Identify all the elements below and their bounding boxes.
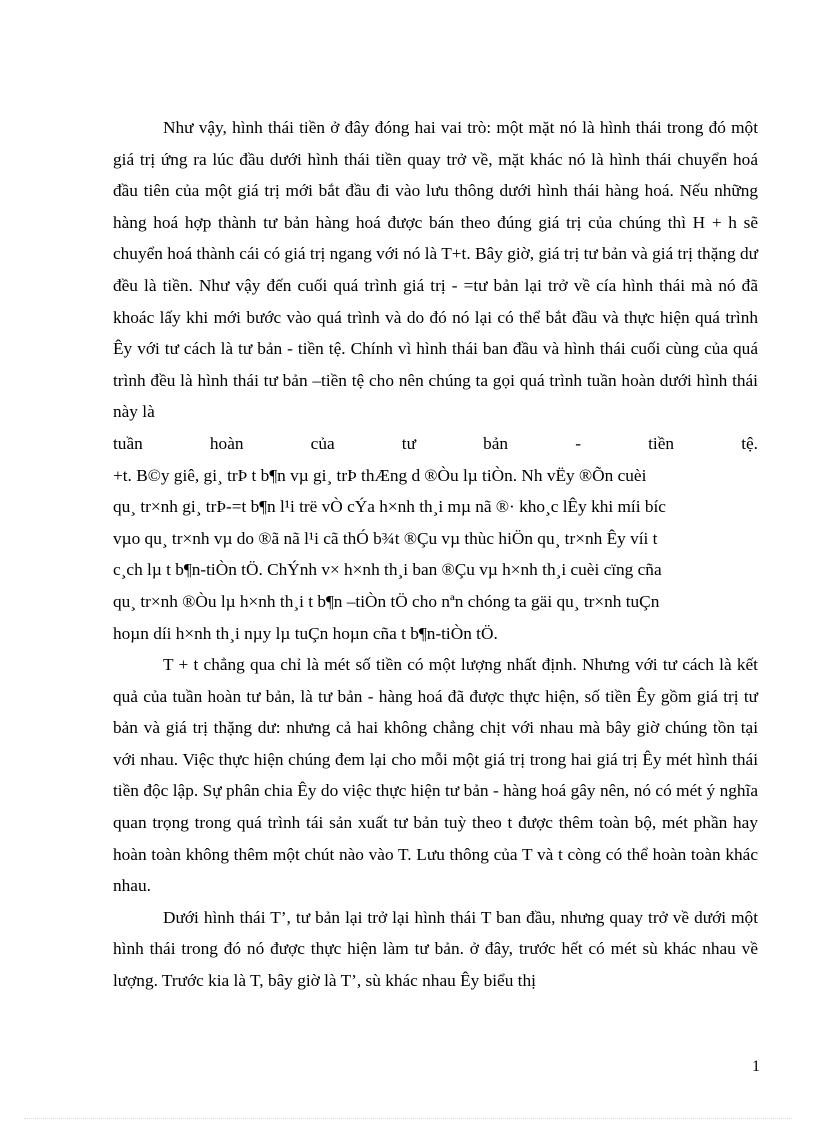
garbled-line-2: qu¸ tr×nh gi¸ trÞ-=t b¶n l¹i trë vÒ cÝa h×nh th¸i mµ nã ®· kho¸c lÊy khi míi bíc xyxy=(113,497,666,517)
paragraph-3: Dưới hình thái T’, tư bản lại trở lại hình thái T ban đầu, nhưng quay trở về dưới một hình thái trong đó nó được thực hiện làm tư bản. ở đây, trước hết có mét sù khác nhau về lượng. Trước kia là T, bây giờ là T’, sù khác nhau Êy biểu thị xyxy=(113,907,758,991)
garbled-line-5: qu¸ tr×nh ®Òu lµ h×nh th¸i t b¶n –tiÒn tÖ cho nªn chóng ta gäi qu¸ tr×nh tuÇn xyxy=(113,591,660,611)
page-number: 1 xyxy=(752,1058,760,1075)
paragraph-1: Như vậy, hình thái tiền ở đây đóng hai vai trò: một mặt nó là hình thái trong đó một giá trị ứng ra lúc đầu dưới hình thái tiền quay trở về, mặt khác nó là hình thái chuyển hoá đầu tiên của một giá trị mới bắt đầu đi vào lưu thông dưới hình thái hàng hoá. Nếu những hàng hoá hợp thành tư bản hàng hoá được bán theo đúng giá trị của chúng thì H + h sẽ chuyển hoá thành cái có giá trị ngang với nó là T+t. Bây giờ, giá trị tư bản và giá trị thặng dư đều là tiền. Như vậy đến cuối quá trình giá trị - =tư bản lại trở về cía hình thái mà nó đã khoác lấy khi mới bước vào quá trình và do đó nó lại có thể bắt đầu và thực hiện quá trình Êy với tư cách là tư bản - tiền tệ. Chính vì hình thái ban đầu và hình thái cuối cùng của quá trình đều là hình thái tư bản –tiền tệ cho nên chúng ta gọi quá trình tuần hoàn dưới hình thái này là xyxy=(113,118,758,422)
footer-divider xyxy=(24,1118,792,1119)
garbled-line-1: +t. B©y giê, gi¸ trÞ t b¶n vµ gi¸ trÞ thÆng d ®Òu lµ tiÒn. Nh vËy ®Õn cuèi xyxy=(113,465,647,485)
garbled-line-4: c¸ch lµ t b¶n-tiÒn tÖ. ChÝnh v× h×nh th¸i ban ®Çu vµ h×nh th¸i cuèi cïng cña xyxy=(113,560,662,580)
garbled-line-6: hoµn díi h×nh th¸i nµy lµ tuÇn hoµn cña t b¶n-tiÒn tÖ. xyxy=(113,623,498,643)
paragraph-1-tail: tuần hoàn của tư bản - tiền tệ. xyxy=(113,433,758,453)
paragraph-2: T + t chẳng qua chỉ là mét số tiền có một lượng nhất định. Nhưng với tư cách là kết quả của tuần hoàn tư bản, là tư bản - hàng hoá đã được thực hiện, số tiền Êy gồm giá trị tư bản và giá trị thặng dư: nhưng cả hai không chẳng chịt với nhau mà bây giờ chúng tồn tại với nhau. Việc thực hiện chúng đem lại cho mỗi một giá trị trong hai giá trị Êy mét hình thái tiền độc lập. Sự phân chia Êy do việc thực hiện tư bản - hàng hoá gây nên, nó có mét ý nghĩa quan trọng trong quá trình tái sản xuất tư bản tuỳ theo t được thêm toàn bộ, mét phần hay hoàn toàn không thêm một chút nào vào T. Lưu thông của T và t còng có thể hoàn toàn khác nhau. xyxy=(113,655,758,896)
garbled-line-3: vµo qu¸ tr×nh vµ do ®ã nã l¹i cã thÓ b¾t ®Çu vµ thùc hiÖn qu¸ tr×nh Êy víi t xyxy=(113,528,658,548)
document-body xyxy=(113,112,758,997)
